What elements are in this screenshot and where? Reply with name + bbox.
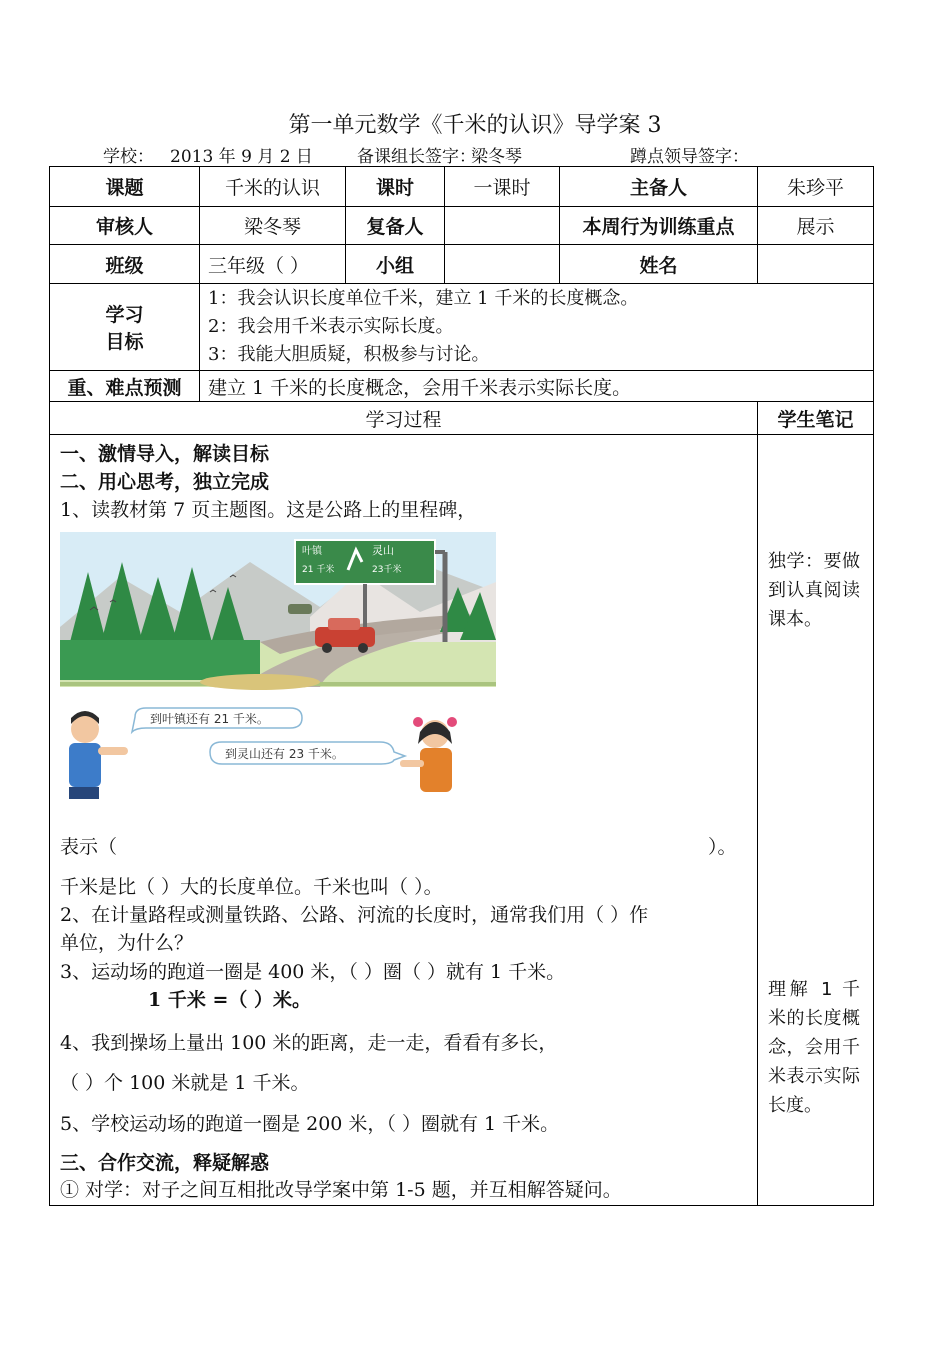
question-4b: （ ）个 100 米就是 1 千米。 — [60, 1072, 310, 1094]
question-3-formula: 1 千米 =（ ）米。 — [148, 989, 311, 1011]
process-header: 学习过程 — [50, 402, 758, 435]
question-1: 1、读教材第 7 页主题图。这是公路上的里程碑， — [60, 499, 477, 521]
question-2-line-2: 单位，为什么？ — [60, 932, 194, 954]
sign-right-bottom: 23千米 — [372, 565, 402, 575]
svg-text:到叶镇还有 21 千米。: 到叶镇还有 21 千米。 — [150, 712, 269, 726]
group-leader-name: 梁冬琴 — [471, 147, 522, 167]
topic-value: 千米的认识 — [200, 167, 346, 207]
section-1-heading: 一、激情导入，解读目标 — [60, 443, 270, 465]
goal-item: 3：我能大胆质疑，积极参与讨论。 — [208, 344, 490, 365]
student-notes — [758, 435, 874, 1206]
question-5: 5、学校运动场的跑道一圈是 200 米，（ ）圈就有 1 千米。 — [60, 1113, 560, 1135]
speech-bubble-boy — [132, 708, 302, 732]
sign-left-bottom: 21 千米 — [302, 565, 335, 575]
section-3-item-1: ① 对学：对子之间互相批改导学案中第 1-5 题，并互相解答疑问。 — [60, 1179, 622, 1201]
lesson-plan-table — [49, 166, 874, 1206]
question-1b: 千米是比（ ）大的长度单位。千米也叫（ ）。 — [60, 876, 443, 898]
period-value: 一课时 — [445, 167, 560, 207]
goal-item: 2：我会用千米表示实际长度。 — [208, 316, 454, 337]
group-label: 小组 — [346, 245, 445, 284]
class-value: 三年级（ ） — [200, 245, 346, 284]
milestone-scene-illustration — [60, 532, 496, 800]
key-points-label: 重、难点预测 — [50, 371, 200, 402]
co-prep-value — [445, 207, 560, 245]
weekly-focus-value: 展示 — [758, 207, 874, 245]
svg-text:到灵山还有 23 千米。: 到灵山还有 23 千米。 — [225, 747, 344, 761]
group-value — [445, 245, 560, 284]
section-3-heading: 三、合作交流，释疑解惑 — [60, 1152, 270, 1174]
key-points-value: 建立 1 千米的长度概念，会用千米表示实际长度。 — [200, 371, 874, 402]
reviewer-label: 审核人 — [50, 207, 200, 245]
weekly-focus-label: 本周行为训练重点 — [560, 207, 758, 245]
sign-left-top: 叶镇 — [302, 546, 322, 557]
name-label: 姓名 — [560, 245, 758, 284]
question-2-line-1: 2、在计量路程或测量铁路、公路、河流的长度时，通常我们用（ ）作 — [60, 904, 649, 926]
date: 2013 年 9 月 2 日 — [170, 147, 313, 167]
goal-item: 1：我会认识长度单位千米，建立 1 千米的长度概念。 — [208, 288, 639, 309]
goals-label-line2: 目标 — [105, 331, 144, 353]
note-1: 独学：要做到认真阅读课本。 — [768, 551, 860, 630]
topic-label: 课题 — [50, 167, 200, 207]
question-3: 3、运动场的跑道一圈是 400 米，（ ）圈（ ）就有 1 千米。 — [60, 961, 566, 983]
goals-label — [50, 284, 200, 371]
main-prep-value: 朱珍平 — [758, 167, 874, 207]
leader-sign-label: 蹲点领导签字： — [630, 147, 749, 167]
group-leader-label: 备课组长签字： — [357, 147, 476, 167]
sign-right-top: 灵山 — [372, 544, 394, 557]
note-2: 理解 1 千米的长度概念，会用千米表示实际长度。 — [768, 979, 860, 1116]
reviewer-value: 梁冬琴 — [200, 207, 346, 245]
name-value — [758, 245, 874, 284]
notes-header: 学生笔记 — [758, 402, 874, 435]
goals-list — [200, 284, 874, 371]
document-title: 第一单元数学《千米的认识》导学案 3 — [288, 113, 662, 138]
section-2-heading: 二、用心思考，独立完成 — [60, 471, 270, 493]
question-1-blank-end: ）。 — [708, 836, 737, 858]
school-label: 学校： — [103, 147, 154, 167]
question-4: 4、我到操场上量出 100 米的距离，走一走，看看有多长， — [60, 1032, 558, 1054]
co-prep-label: 复备人 — [346, 207, 445, 245]
process-content — [50, 435, 758, 1206]
main-prep-label: 主备人 — [560, 167, 758, 207]
question-1-blank-start: 表示（ — [60, 836, 118, 858]
goals-label-line1: 学习 — [105, 304, 144, 326]
period-label: 课时 — [346, 167, 445, 207]
class-label: 班级 — [50, 245, 200, 284]
speech-bubble-girl — [210, 742, 405, 764]
